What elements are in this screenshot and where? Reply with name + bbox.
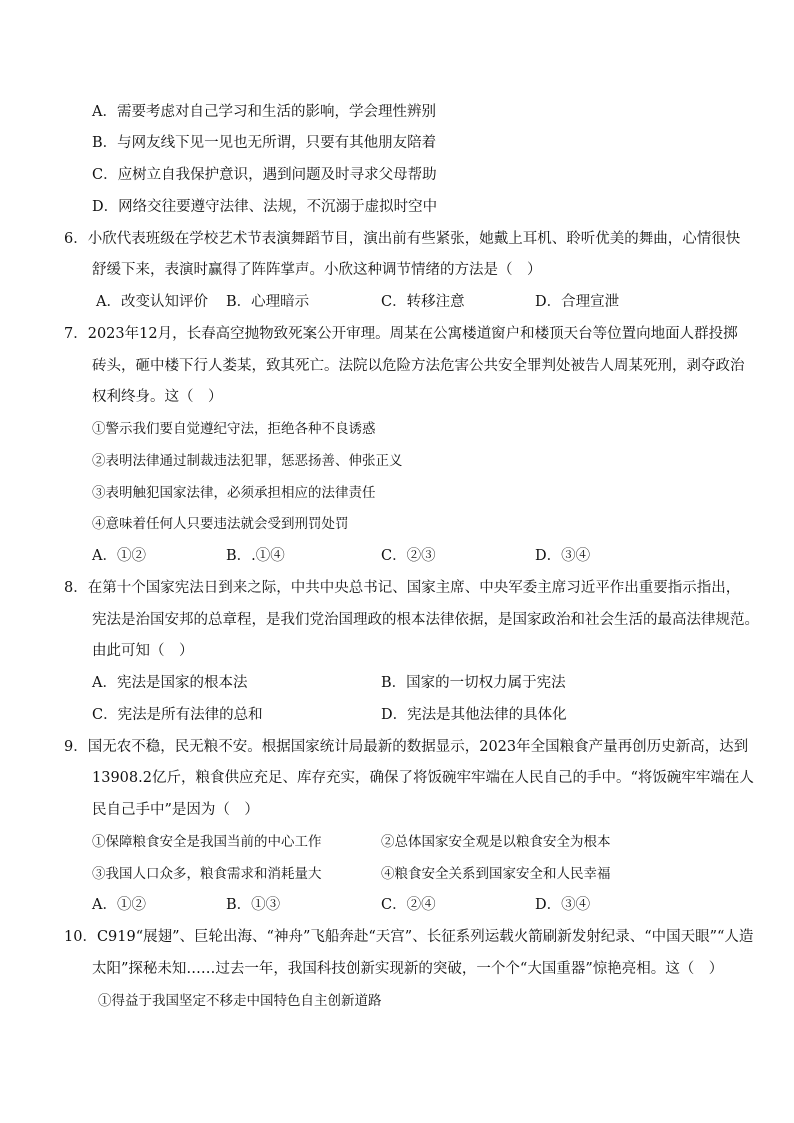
q9-option-d[interactable]: D．③④ xyxy=(535,897,591,913)
q8-option-c[interactable]: C．宪法是所有法律的总和 xyxy=(92,707,263,723)
q7-option-d[interactable]: D．③④ xyxy=(535,548,591,564)
q6-option-d[interactable]: D．合理宣泄 xyxy=(535,294,620,310)
q8-option-a[interactable]: A．宪法是国家的根本法 xyxy=(92,675,248,691)
q10-item-1: ①得益于我国坚定不移走中国特色自主创新道路 xyxy=(98,993,382,1009)
q6-option-a[interactable]: A．改变认知评价 xyxy=(96,294,208,310)
q7-item-2: ②表明法律通过制裁违法犯罪，惩恶扬善、伸张正义 xyxy=(92,453,403,469)
q10-stem-line-1: 10．C919“展翅”、巨轮出海、“神舟”飞船奔赴“天宫”、长征系列运载火箭刷新发射纪录、“中国天眼”“人造 xyxy=(64,929,754,945)
q9-option-a[interactable]: A．①② xyxy=(92,897,146,913)
q9-item-3: ③我国人口众多，粮食需求和消耗量大 xyxy=(92,866,322,882)
q9-stem-line-1: 9．国无农不稳，民无粮不安。根据国家统计局最新的数据显示，2023年全国粮食产量再创历史新高，达到 xyxy=(64,739,749,755)
q6-option-c[interactable]: C．转移注意 xyxy=(381,294,465,310)
q6-stem-line-1: 6．小欣代表班级在学校艺术节表演舞蹈节目，演出前有些紧张，她戴上耳机、聆听优美的舞曲，心情很快 xyxy=(64,231,741,247)
q7-option-a[interactable]: A．①② xyxy=(92,548,146,564)
q9-item-4: ④粮食安全关系到国家安全和人民幸福 xyxy=(381,866,611,882)
q7-stem-line-2: 砖头，砸中楼下行人娄某，致其死亡。法院以危险方法危害公共安全罪判处被告人周某死刑，剥夺政治 xyxy=(92,358,745,374)
q7-item-1: ①警示我们要自觉遵纪守法，拒绝各种不良诱惑 xyxy=(92,421,376,437)
q8-stem-line-3: 由此可知（ ） xyxy=(92,643,194,659)
q5-option-b[interactable]: B．与网友线下见一见也无所谓，只要有其他朋友陪着 xyxy=(92,135,437,151)
q9-item-2: ②总体国家安全观是以粮食安全为根本 xyxy=(381,834,611,850)
q7-stem-line-1: 7．2023年12月，长春高空抛物致死案公开审理。周某在公寓楼道窗户和楼顶天台等位置向地面人群投掷 xyxy=(64,326,738,342)
q9-option-c[interactable]: C．②④ xyxy=(381,897,436,913)
q6-option-b[interactable]: B．心理暗示 xyxy=(226,294,310,310)
q7-item-4: ④意味着任何人只要违法就会受到刑罚处罚 xyxy=(92,516,349,532)
q7-item-3: ③表明触犯国家法律，必须承担相应的法律责任 xyxy=(92,485,376,501)
q8-option-d[interactable]: D．宪法是其他法律的具体化 xyxy=(381,707,567,723)
q8-stem-line-1: 8．在第十个国家宪法日到来之际，中共中央总书记、国家主席、中央军委主席习近平作出重要指示指出， xyxy=(64,580,741,596)
q5-option-d[interactable]: D．网络交往要遵守法律、法规，不沉溺于虚拟时空中 xyxy=(92,199,438,215)
q9-option-b[interactable]: B．①③ xyxy=(226,897,281,913)
q8-stem-line-2: 宪法是治国安邦的总章程，是我们党治国理政的根本法律依据，是国家政治和社会生活的最高法律规范。 xyxy=(92,612,759,628)
q8-option-b[interactable]: B．国家的一切权力属于宪法 xyxy=(381,675,566,691)
q7-option-c[interactable]: C．②③ xyxy=(381,548,436,564)
q5-option-c[interactable]: C．应树立自我保护意识，遇到问题及时寻求父母帮助 xyxy=(92,167,437,183)
q7-option-b[interactable]: B．.①④ xyxy=(226,548,285,564)
q9-stem-line-3: 民自己手中”是因为（ ） xyxy=(92,802,259,818)
q6-stem-line-2: 舒缓下来，表演时赢得了阵阵掌声。小欣这种调节情绪的方法是（ ） xyxy=(92,262,542,278)
q7-stem-line-3: 权利终身。这（ ） xyxy=(92,389,223,405)
q5-option-a[interactable]: A．需要考虑对自己学习和生活的影响，学会理性辨别 xyxy=(92,104,436,120)
q10-stem-line-2: 太阳”探秘未知……过去一年，我国科技创新实现新的突破，一个个“大国重器”惊艳亮相。这（ ） xyxy=(92,961,724,977)
q9-item-1: ①保障粮食安全是我国当前的中心工作 xyxy=(92,834,322,850)
q9-stem-line-2: 13908.2亿斤，粮食供应充足、库存充实，确保了将饭碗牢牢端在人民自己的手中。“将饭碗牢牢端在人 xyxy=(92,770,754,786)
